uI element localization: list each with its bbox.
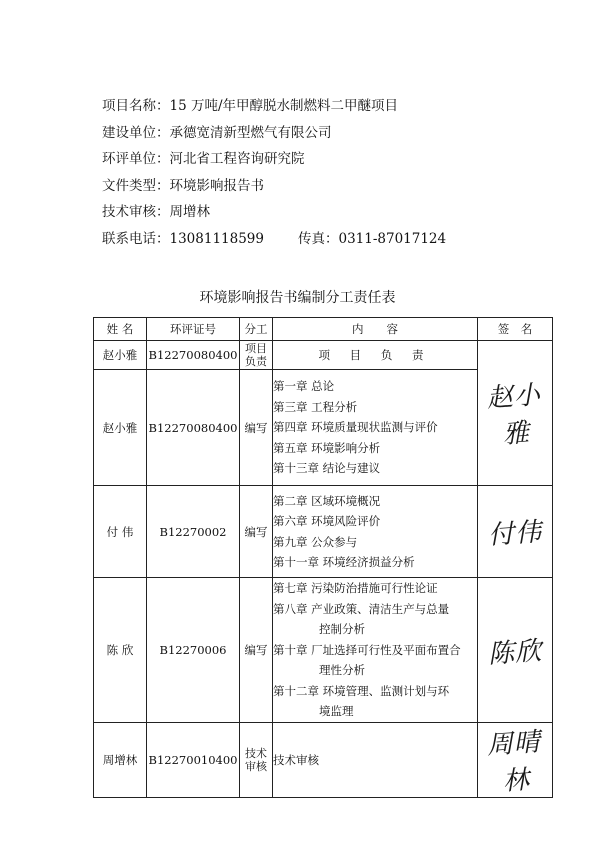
cell-cert: B12270006 <box>147 578 240 723</box>
chapter-line: 第一章 总论 <box>273 379 335 394</box>
chapter-line: 第六章 环境风险评价 <box>273 514 381 528</box>
info-fax: 传真：0311-87017124 <box>297 230 447 247</box>
info-eia-unit: 环评单位：河北省工程咨询研究院 <box>102 151 305 167</box>
signature-cell <box>478 486 553 578</box>
chapter-line: 第三章 工程分析 <box>273 399 358 414</box>
cell-role: 编写 <box>240 578 273 723</box>
header-content: 内 容 <box>273 318 478 341</box>
cell-cert: B12270080400 <box>147 370 240 486</box>
info-tech-review: 技术审核：周增林 <box>102 204 210 220</box>
signature: 周晴林 <box>485 727 542 797</box>
signature-cell <box>478 723 553 798</box>
chapter-line: 境监理 <box>319 704 354 719</box>
cell-name: 周增林 <box>94 723 147 798</box>
chapter-line: 第五章 环境影响分析 <box>273 440 381 455</box>
info-builder: 建设单位：承德宽清新型燃气有限公司 <box>102 124 332 141</box>
info-file-type: 文件类型：环境影响报告书 <box>102 177 264 194</box>
chapter-line: 第七章 污染防治措施可行性论证 <box>273 581 438 596</box>
project-info <box>102 93 446 252</box>
cell-chapters <box>273 370 478 486</box>
chapter-line: 第十二章 环境管理、监测计划与环 <box>273 683 450 698</box>
signature: 陈欣 <box>487 635 544 670</box>
cell-name: 赵小雅 <box>94 370 147 486</box>
table-header-row <box>94 318 553 341</box>
chapter-line: 第八章 产业政策、清洁生产与总量 <box>273 601 450 616</box>
cell-content: 项 目 负 责 <box>273 341 478 370</box>
signature: 付伟 <box>487 517 544 551</box>
chapter-line: 第九章 公众参与 <box>273 534 358 549</box>
cell-role: 编写 <box>240 486 273 578</box>
cell-chapters <box>273 578 478 723</box>
cell-role: 编写 <box>240 370 273 486</box>
header-name: 姓 名 <box>94 318 147 341</box>
header-cert: 环评证号 <box>147 318 240 341</box>
info-project-name: 项目名称：15 万吨/年甲醇脱水制燃料二甲醚项目 <box>102 98 399 114</box>
chapter-line: 第十三章 结论与建议 <box>273 461 381 476</box>
cell-content: 技术审核 <box>273 723 478 798</box>
signature-cell <box>478 341 553 486</box>
table-row <box>94 723 553 798</box>
signature-cell <box>478 578 553 723</box>
cell-cert: B12270010400 <box>147 723 240 798</box>
chapter-line: 第十一章 环境经济损益分析 <box>273 555 415 569</box>
chapter-line: 理性分析 <box>319 663 365 678</box>
cell-cert: B12270080400 <box>147 341 240 370</box>
cell-chapters <box>273 486 478 578</box>
cell-role: 技术审核 <box>240 723 273 798</box>
chapter-line: 第四章 环境质量现状监测与评价 <box>273 420 438 435</box>
table-row <box>94 578 553 723</box>
table-row <box>94 341 553 370</box>
chapter-line: 第二章 区域环境概况 <box>273 493 381 508</box>
cell-role: 项目负责 <box>240 341 273 370</box>
cell-cert: B12270002 <box>147 486 240 578</box>
table-caption: 环境影响报告书编制分工责任表 <box>199 290 396 306</box>
signature: 赵小雅 <box>485 380 542 450</box>
cell-name: 赵小雅 <box>94 341 147 370</box>
table-row <box>94 486 553 578</box>
header-sign: 签 名 <box>478 318 553 341</box>
chapter-line: 第十章 厂址选择可行性及平面布置合 <box>273 642 461 657</box>
chapter-line: 控制分析 <box>319 622 365 637</box>
responsibility-table <box>93 317 553 798</box>
info-contact: 联系电话：13081118599 传真：0311-87017124 <box>102 226 446 253</box>
cell-name: 付 伟 <box>94 486 147 578</box>
header-role: 分工 <box>240 318 273 341</box>
cell-name: 陈 欣 <box>94 578 147 723</box>
